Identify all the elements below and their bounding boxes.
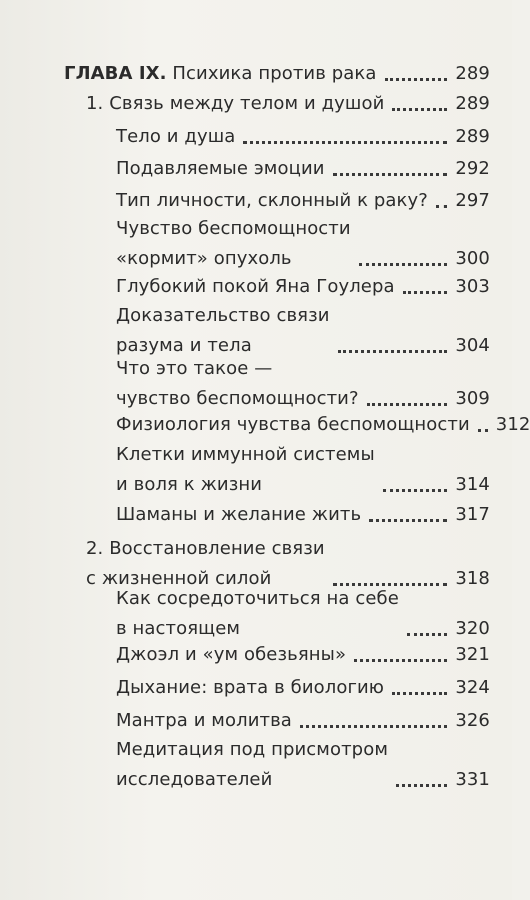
item-title: Тело и душа	[116, 126, 236, 147]
dot-leader	[392, 108, 447, 111]
page-number: 324	[455, 677, 490, 698]
toc-section-entry	[86, 89, 490, 119]
item-title: Мантра и молитва	[116, 710, 292, 731]
toc-item	[116, 354, 490, 414]
chapter-label: ГЛАВА IX.	[64, 63, 167, 84]
toc-item	[116, 301, 490, 361]
section-number: 1.	[86, 93, 104, 114]
item-title-line: в настоящем	[116, 618, 241, 639]
toc-item	[116, 640, 490, 670]
page-number: 289	[455, 63, 490, 84]
page-number: 292	[455, 158, 490, 179]
dot-leader	[359, 263, 448, 266]
page-number: 309	[455, 388, 490, 409]
toc-item	[116, 122, 490, 152]
dot-leader	[367, 403, 448, 406]
dot-leader	[396, 784, 447, 787]
toc-item	[116, 584, 490, 644]
page-number: 320	[455, 618, 490, 639]
page-number: 289	[455, 126, 490, 147]
section-number: 2.	[86, 538, 104, 559]
dot-leader	[385, 78, 448, 81]
chapter-title: Психика против рака	[172, 63, 377, 84]
page-number: 297	[455, 190, 490, 211]
section-title-line: с жизненной силой	[86, 568, 272, 589]
page-number: 303	[455, 276, 490, 297]
item-title-line: Что это такое —	[116, 358, 273, 379]
item-title: Дыхание: врата в биологию	[116, 677, 385, 698]
item-title-line: чувство беспомощности?	[116, 388, 359, 409]
toc-item	[116, 214, 490, 274]
dot-leader	[300, 725, 447, 728]
toc-item	[116, 272, 490, 302]
toc-item	[116, 706, 490, 736]
item-title-line: и воля к жизни	[116, 474, 263, 495]
dot-leader	[392, 692, 447, 695]
page-number: 300	[455, 248, 490, 269]
item-title-line: Клетки иммунной системы	[116, 444, 375, 465]
dot-leader	[436, 205, 447, 208]
page-number: 289	[455, 93, 490, 114]
dot-leader	[403, 291, 448, 294]
item-title: Шаманы и желание жить	[116, 504, 362, 525]
page-number: 317	[455, 504, 490, 525]
dot-leader	[383, 489, 448, 492]
dot-leader	[369, 519, 447, 522]
item-title: Физиология чувства беспомощности	[116, 414, 470, 435]
page-number: 312	[495, 414, 530, 435]
item-title-line: Медитация под присмотром	[116, 739, 388, 760]
dot-leader	[243, 141, 447, 144]
item-title-line: Доказательство связи	[116, 305, 330, 326]
page-number: 304	[455, 335, 490, 356]
dot-leader	[478, 429, 488, 432]
section-title-line: Восстановление связи	[109, 538, 325, 559]
item-title-line: Чувство беспомощности	[116, 218, 351, 239]
toc-item	[116, 154, 490, 184]
toc-item	[116, 440, 490, 500]
dot-leader	[338, 350, 448, 353]
toc-item	[116, 500, 490, 530]
toc-item	[116, 410, 530, 440]
toc-item	[116, 735, 490, 795]
item-title-line: исследователей	[116, 769, 273, 790]
dot-leader	[333, 173, 448, 176]
item-title-line: «кормит» опухоль	[116, 248, 292, 269]
item-title-line: разума и тела	[116, 335, 252, 356]
page-number: 331	[455, 769, 490, 790]
toc-item	[116, 186, 490, 216]
item-title: Подавляемые эмоции	[116, 158, 325, 179]
section-title: Связь между телом и душой	[109, 93, 385, 114]
item-title-line: Как сосредоточиться на себе	[116, 588, 399, 609]
item-title: Тип личности, склонный к раку?	[116, 190, 428, 211]
item-title: Джоэл и «ум обезьяны»	[116, 644, 347, 665]
item-title: Глубокий покой Яна Гоулера	[116, 276, 395, 297]
toc-item	[116, 673, 490, 703]
page-number: 314	[455, 474, 490, 495]
page-number: 321	[455, 644, 490, 665]
toc-chapter-entry	[64, 59, 490, 89]
dot-leader	[407, 633, 447, 636]
page-number: 326	[455, 710, 490, 731]
dot-leader	[354, 659, 447, 662]
page-number: 318	[455, 568, 490, 589]
